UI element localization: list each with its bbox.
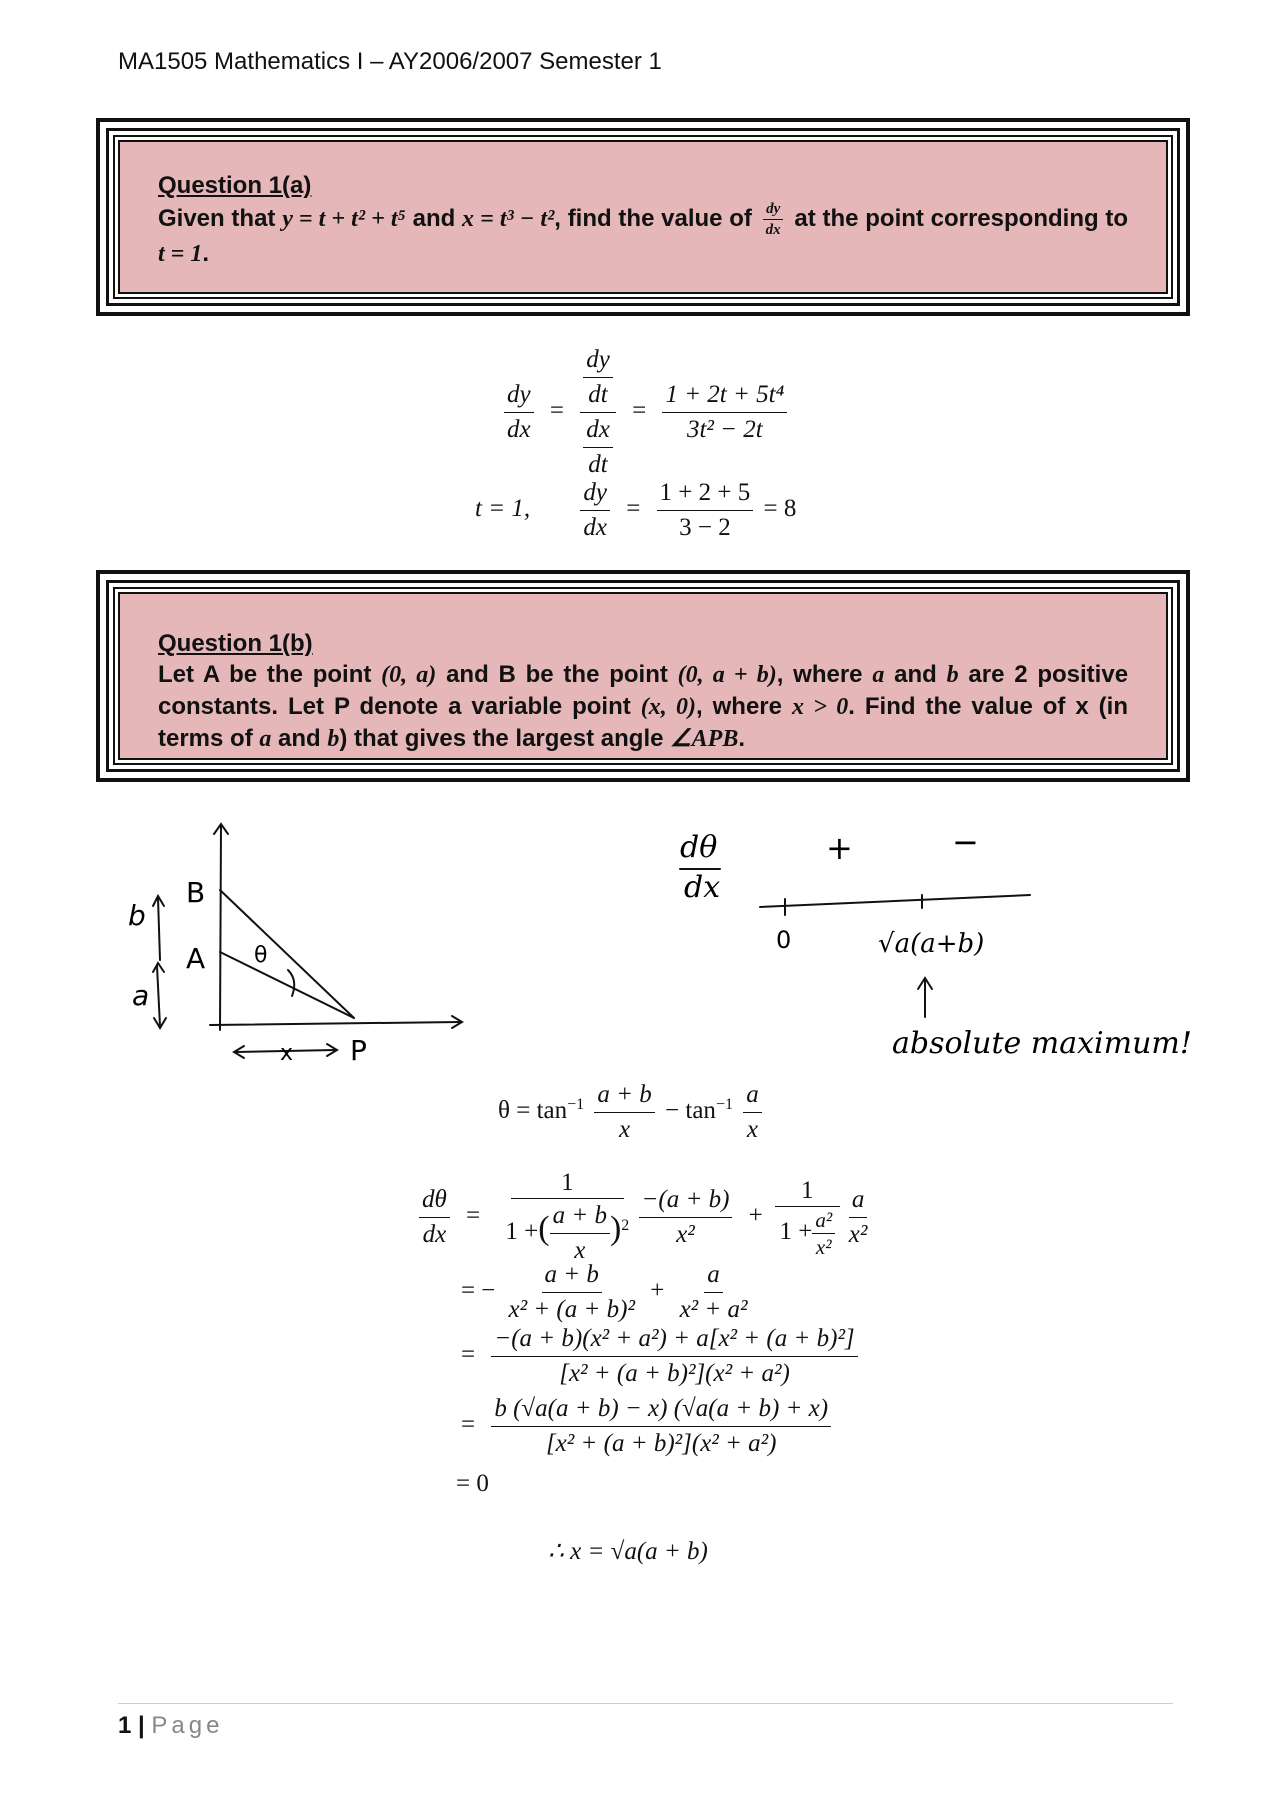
question-1a-title: Question 1(a): [158, 172, 312, 199]
footer-divider: [118, 1703, 1173, 1704]
sketch-label-B: B: [186, 876, 206, 909]
page-word: Page: [151, 1712, 224, 1739]
sketch-label-A: A: [186, 942, 206, 975]
solution-b-line4: = $\frac{b (√a(a + b) - x) (√a(a + b) + x)}{\text{[x² + (a + b)²](x² + a²)}}$: [455, 1394, 835, 1459]
solution-a-line1: $\frac{dy}{dx}$ = $\frac{\frac{dy}{dt}}{\frac{dx}{dt}}$ = $\frac{\text{1 + 2t + 5t⁴}}{\text{3t² − 2t}}$: [500, 345, 791, 480]
sign-diagram-sketch: [670, 815, 1190, 1075]
solution-b-line3: = $\frac{\text{−(a + b)(x² + a²) + a[x² + (a + b)²]}}{\text{[x² + (a + b)²](x² + a²)}}$: [455, 1324, 862, 1389]
sign-zero: 0: [776, 926, 792, 954]
question-1b-text: Let A be the point (0, a) and B be the point (0, a + b), where a and b are 2 positive constants. Let P denote a variable point (x, 0), where x > 0. Find the value of x (in terms of a and b) that gives the largest angle ∠APB.: [158, 661, 1129, 752]
solution-b-line2: = − $\frac{a + b}{\text{x² + (a + b)²}}$ + $\frac{a}{\text{x² + a²}}$: [461, 1261, 748, 1323]
solution-b-derivative: $\frac{d\theta}{dx}$ = 1 1 +( $\frac{a + b}{x}$ )$^2$ $\frac{-(a + b)}{\text{x²}}$ + 1 1 + $\frac{\text{a²}}{\text{x²}}$ $\frac{a}{\text{x²}}$: [415, 1168, 870, 1266]
triangle-sketch: [120, 820, 480, 1080]
question-1b-title: Question 1(b): [158, 630, 313, 657]
sign-dx: dx: [684, 870, 721, 905]
question-1b-box: [96, 570, 1190, 782]
solution-b-zero: = 0: [456, 1470, 489, 1497]
sketch-label-b: b: [128, 899, 146, 932]
solution-a-line2: t = 1, $\frac{dy}{dx}$ = $\frac{1 + 2 + 5}{3 - 2}$ = 8: [475, 479, 797, 541]
page-header: MA1505 Mathematics I – AY2006/2007 Semester 1: [118, 48, 662, 75]
page-number: 1: [118, 1712, 132, 1739]
sign-critical-point: √a(a+b): [878, 929, 985, 959]
sketch-label-a: a: [132, 979, 150, 1012]
sketch-label-theta: θ: [254, 943, 268, 968]
page-footer: 1 | Page: [118, 1712, 224, 1739]
sign-dtheta: dθ: [680, 830, 718, 865]
sign-note: absolute maximum!: [892, 1026, 1192, 1061]
sign-minus: −: [952, 823, 979, 861]
solution-b-theta: $\theta = \tan^{-1}$ $\frac{a + b}{x}$ − $\tan^{-1}$ $\frac{a}{x}$: [498, 1080, 766, 1145]
solution-b-conclusion: ∴ x = √a(a + b): [548, 1538, 708, 1565]
sign-plus: +: [826, 829, 853, 867]
sketch-label-P: P: [350, 1034, 367, 1067]
question-1a-text: Given that y = t + t² + t⁵ and x = t³ − t², find the value of $\frac{dy}{dx}$ at the point corresponding to t = 1.: [158, 201, 1129, 267]
question-1a-box: [96, 118, 1190, 316]
sketch-label-x: x: [280, 1041, 294, 1066]
